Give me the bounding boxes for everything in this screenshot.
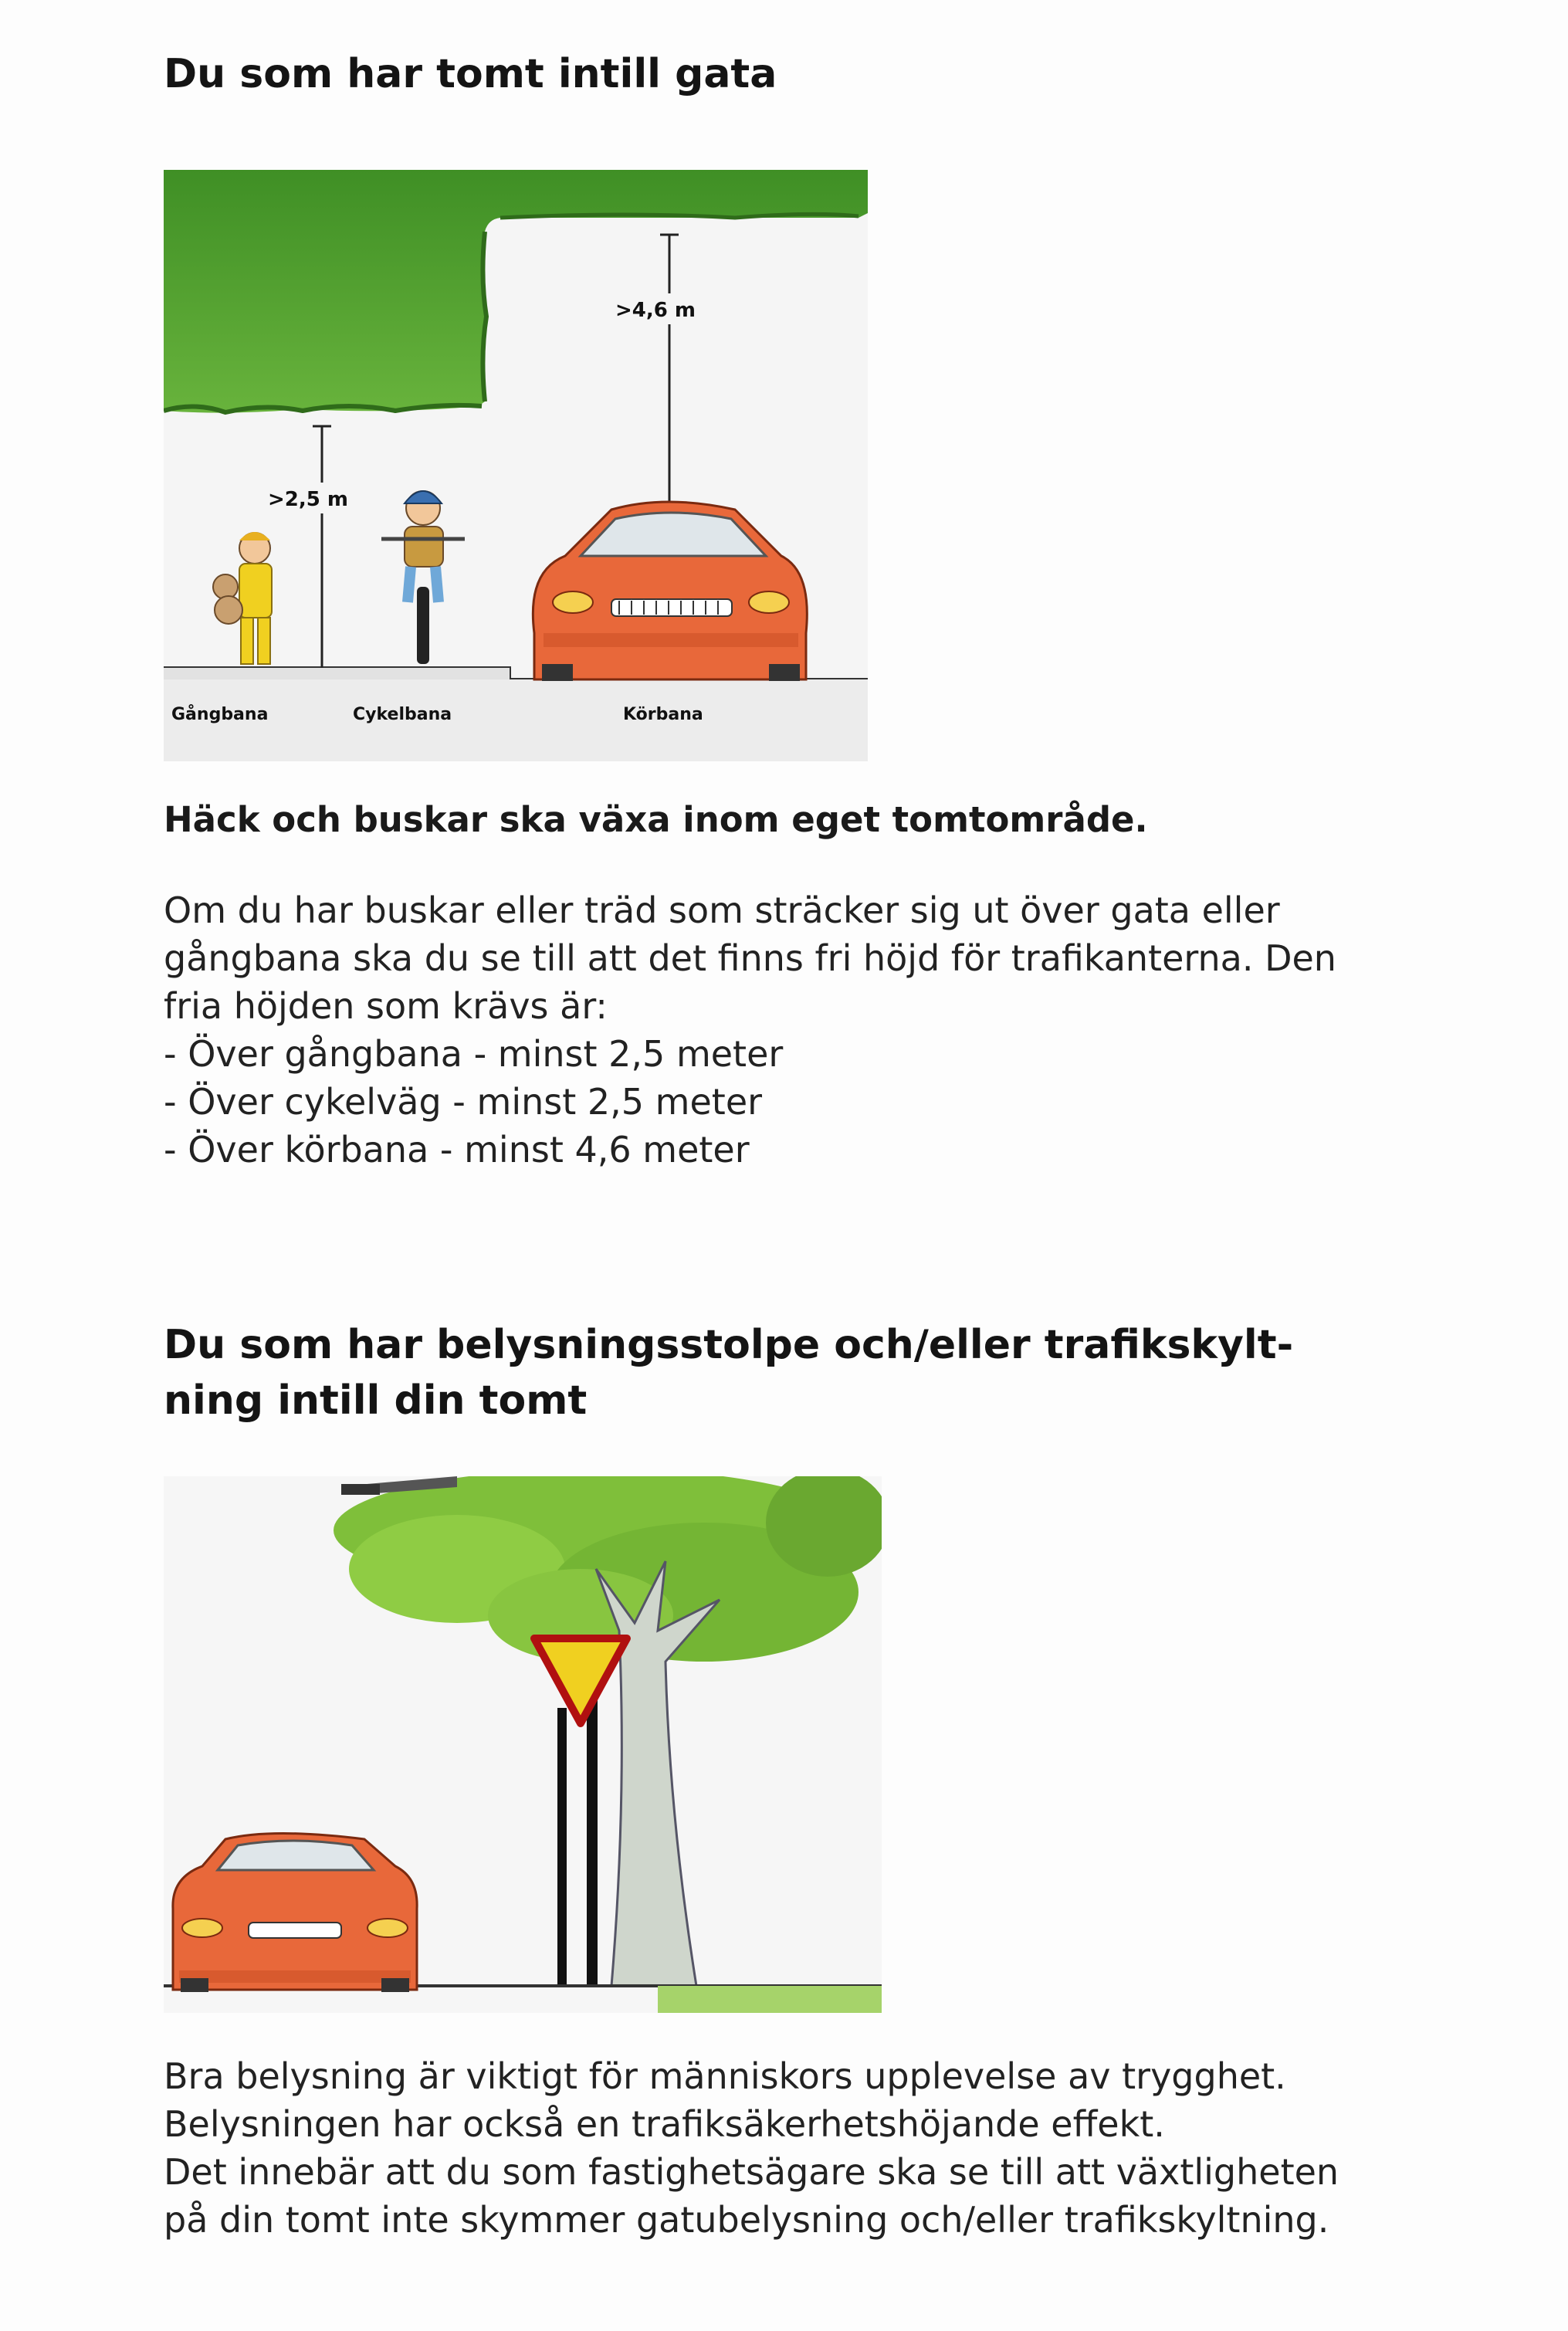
paragraph-line: Det innebär att du som fastighetsägare ska se till att växtligheten xyxy=(164,2151,1339,2193)
paragraph-line: på din tomt inte skymmer gatubelysning och/eller trafikskyltning. xyxy=(164,2199,1329,2241)
paragraph-line: Bra belysning är viktigt för människors upplevelse av trygghet. xyxy=(164,2055,1286,2097)
lane-label-walkway: Gångbana xyxy=(171,705,269,724)
clearance-height-illustration xyxy=(164,170,868,761)
dimension-label-walkway: >2,5 m xyxy=(268,488,348,511)
lighting-paragraph xyxy=(164,2052,1515,2244)
list-item-roadway: - Över körbana - minst 4,6 meter xyxy=(164,1129,750,1171)
hedge-rule-subheading: Häck och buskar ska växa inom eget tomtområde. xyxy=(164,799,1148,840)
section-1-heading: Du som har tomt intill gata xyxy=(164,51,777,97)
heading-line: Du som har belysningsstolpe och/eller trafikskylt- xyxy=(164,1322,1294,1368)
lane-label-roadway: Körbana xyxy=(623,705,703,724)
paragraph-line: Om du har buskar eller träd som sträcker sig ut över gata eller xyxy=(164,889,1280,931)
clearance-paragraph xyxy=(164,886,1515,1174)
paragraph-line: fria höjden som krävs är: xyxy=(164,985,608,1027)
lane-label-cycleway: Cykelbana xyxy=(353,705,452,724)
car-front xyxy=(173,1834,417,1993)
heading-line: ning intill din tomt xyxy=(164,1377,588,1424)
section-2-heading xyxy=(164,1317,1476,1428)
paragraph-line: Belysningen har också en trafiksäkerhetshöjande effekt. xyxy=(164,2103,1165,2145)
paragraph-line: gångbana ska du se till att det finns fri höjd för trafikanterna. Den xyxy=(164,937,1336,979)
dimension-label-roadway: >4,6 m xyxy=(615,299,696,322)
list-item-walkway: - Över gångbana - minst 2,5 meter xyxy=(164,1033,784,1075)
list-item-cycleway: - Över cykelväg - minst 2,5 meter xyxy=(164,1081,763,1123)
lighting-and-sign-illustration xyxy=(164,1476,882,2013)
